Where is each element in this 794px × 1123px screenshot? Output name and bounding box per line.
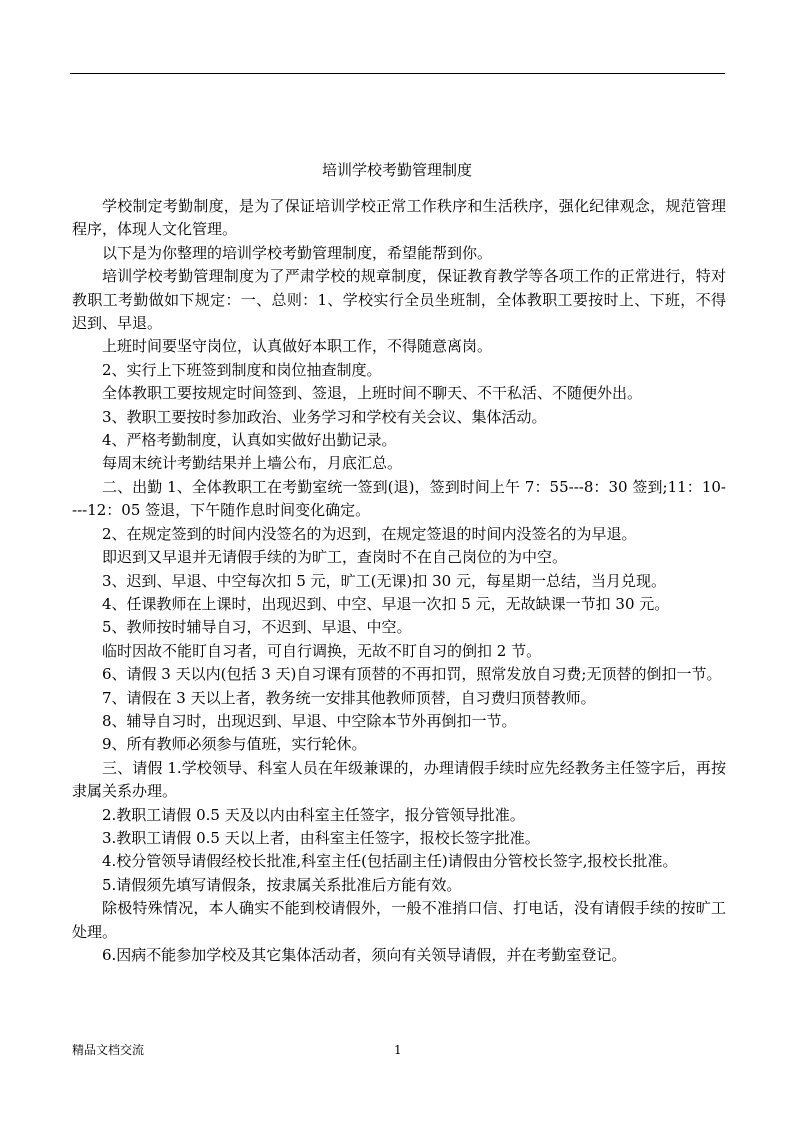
- paragraph: 临时因故不能盯自习者，可自行调换，无故不盯自习的倒扣 2 节。: [102, 641, 542, 660]
- paragraph: 6、请假 3 天以内(包括 3 天)自习课有顶替的不再扣罚，照常发放自习费;无顶替的倒扣一节。: [102, 665, 722, 684]
- paragraph: 2.教职工请假 0.5 天及以内由科室主任签字，报分管领导批准。: [102, 805, 525, 824]
- paragraph: 4、严格考勤制度，认真如实做好出勤记录。: [102, 431, 397, 450]
- header-rule: [70, 73, 725, 74]
- paragraph: 9、所有教师必须参与值班，实行轮休。: [102, 735, 367, 754]
- paragraph: 上班时间要坚守岗位，认真做好本职工作，不得随意离岗。: [102, 337, 493, 356]
- paragraph: 4、任课教师在上课时，出现迟到、中空、早退一次扣 5 元，无故缺课一节扣 30 元。: [102, 594, 670, 613]
- paragraph: 2、实行上下班签到制度和岗位抽查制度。: [102, 360, 382, 379]
- paragraph: 5、教师按时辅导自习，不迟到、早退、中空。: [102, 618, 412, 637]
- paragraph: 除极特殊情况，本人确实不能到校请假外，一般不准捎口信、打电话，没有请假手续的按旷工处理。: [72, 899, 726, 941]
- page-number: 1: [394, 1043, 402, 1057]
- document-body: [72, 195, 726, 967]
- paragraph: 3.教职工请假 0.5 天以上者，由科室主任签字，报校长签字批准。: [102, 828, 540, 847]
- paragraph: 培训学校考勤管理制度为了严肃学校的规章制度，保证教育教学等各项工作的正常进行，特对教职工考勤做如下规定：一、总则：1、学校实行全员坐班制，全体教职工要按时上、下班，不得迟到、早退。: [72, 267, 726, 333]
- document-title: 培训学校考勤管理制度: [321, 161, 472, 179]
- paragraph: 6.因病不能参加学校及其它集体活动者，须向有关领导请假，并在考勤室登记。: [102, 946, 627, 964]
- paragraph: 8、辅导自习时，出现迟到、早退、中空除本节外再倒扣一节。: [102, 711, 517, 730]
- paragraph: 即迟到又早退并无请假手续的为旷工，查岗时不在自己岗位的为中空。: [102, 548, 568, 567]
- paragraph: 3、迟到、早退、中空每次扣 5 元，旷工(无课)扣 30 元，每星期一总结，当月兑现。: [102, 571, 666, 590]
- paragraph: 4.校分管领导请假经校长批准,科室主任(包括副主任)请假由分管校长签字,报校长批准。: [102, 852, 678, 871]
- paragraph: 学校制定考勤制度，是为了保证培训学校正常工作秩序和生活秩序，强化纪律观念，规范管理程序，体现人文化管理。: [72, 197, 726, 239]
- paragraph: 2、在规定签到的时间内没签名的为迟到，在规定签退的时间内没签名的为早退。: [102, 524, 637, 543]
- paragraph: 每周末统计考勤结果并上墙公布，月底汇总。: [102, 454, 403, 473]
- footer-label: 精品文档交流: [72, 1043, 145, 1057]
- paragraph: 二、出勤 1、全体教职工在考勤室统一签到(退)，签到时间上午 7：55---8：30 签到;11：10----12：05 签退，下午随作息时间变化确定。: [72, 477, 726, 520]
- paragraph: 3、教职工要按时参加政治、业务学习和学校有关会议、集体活动。: [102, 407, 547, 426]
- paragraph: 7、请假在 3 天以上者，教务统一安排其他教师顶替，自习费归顶替教师。: [102, 688, 596, 707]
- paragraph: 全体教职工要按规定时间签到、签退，上班时间不聊天、不干私活、不随便外出。: [102, 384, 643, 403]
- paragraph: 5.请假须先填写请假条，按隶属关系批准后方能有效。: [102, 875, 462, 894]
- paragraph: 三、请假 1.学校领导、科室人员在年级兼课的，办理请假手续时应先经教务主任签字后，再按隶属关系办理。: [72, 758, 726, 801]
- paragraph: 以下是为你整理的培训学校考勤管理制度，希望能帮到你。: [102, 243, 493, 262]
